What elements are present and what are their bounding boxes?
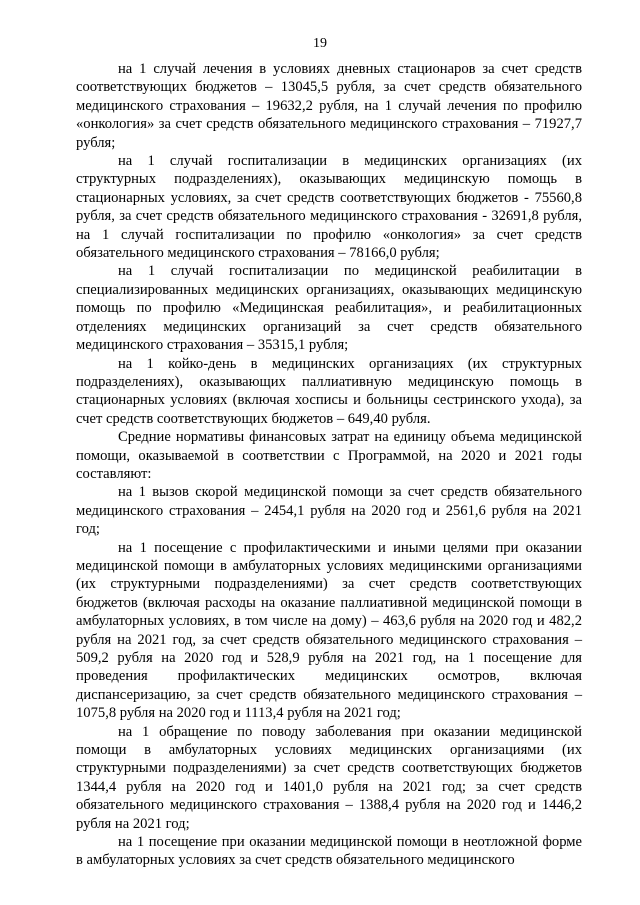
paragraph: на 1 случай госпитализации в медицинских организациях (их структурных подразделениях), оказывающих медицинскую помощь в стационарных условиях, за счет средств соответствующих бюджетов - 75560,8 рубля, за счет средств обязательного медицинского страхования - 32691,8 рубля, на 1 случай госпитализации по профилю «онкология» за счет средств обязательного медицинского страхования – 78166,0 рубля; [76,153,582,262]
paragraph: на 1 случай госпитализации по медицинской реабилитации в специализированных медицинских организациях, оказывающих медицинскую помощь по профилю «Медицинская реабилитация», и реабилитационных отделениях медицинских организаций за счет средств обязательного медицинского страхования – 35315,1 рубля; [76,263,582,354]
paragraph: Средние нормативы финансовых затрат на единицу объема медицинской помощи, оказываемой в соответствии с Программой, на 2020 и 2021 годы составляют: [76,429,582,482]
paragraph: на 1 посещение с профилактическими и иными целями при оказании медицинской помощи в амбулаторных условиях медицинскими организациями (их структурными подразделениями) за счет средств соответствующих бюджетов (включая расходы на оказание паллиативной медицинской помощи в амбулаторных условиях, в том числе на дому) – 463,6 рубля на 2020 год и 482,2 рубля на 2021 год, за счет средств обязательного медицинского страхования – 509,2 рубля на 2020 год и 528,9 рубля на 2021 год, на 1 посещение для проведения профилактических медицинских осмотров, включая диспансеризацию, за счет средств обязательного медицинского страхования – 1075,8 рубля на 2020 год и 1113,4 рубля на 2021 год; [76,539,582,722]
page-number: 19 [313,36,327,51]
paragraph: на 1 вызов скорой медицинской помощи за счет средств обязательного медицинского страхования – 2454,1 рубля на 2020 год и 2561,6 рубля на 2021 год; [76,484,582,538]
paragraph: на 1 койко-день в медицинских организациях (их структурных подразделениях), оказывающих паллиативную медицинскую помощь в стационарных условиях (включая хосписы и больницы сестринского ухода), за счет средств соответствующих бюджетов – 649,40 рубля. [76,355,582,427]
paragraph: на 1 обращение по поводу заболевания при оказании медицинской помощи в амбулаторных условиях медицинских организациями (их структурными подразделениями) за счет средств соответствующих бюджетов 1344,4 рубля на 2020 год и 1401,0 рубля на 2021 год; за счет средств обязательного медицинского страхования – 1388,4 рубля на 2020 год и 1446,2 рубля на 2021 год; [76,723,582,832]
paragraph: на 1 посещение при оказании медицинской помощи в неотложной форме в амбулаторных условиях за счет средств обязательного медицинского [76,834,582,869]
paragraph: на 1 случай лечения в условиях дневных стационаров за счет средств соответствующих бюджетов – 13045,5 рубля, за счет средств обязательного медицинского страхования – 19632,2 рубля, на 1 случай лечения по профилю «онкология» за счет средств обязательного медицинского страхования – 71927,7 рубля; [76,61,582,151]
body-text [76,60,582,870]
